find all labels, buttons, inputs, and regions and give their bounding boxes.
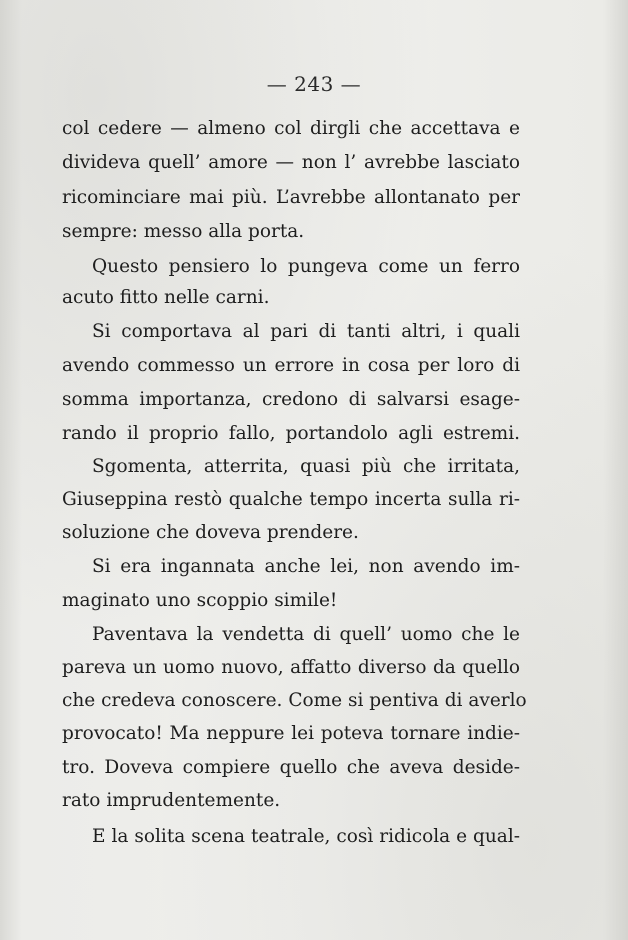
paragraph-first-line: E la solita scena teatrale, così ridicola e qual- — [92, 826, 520, 847]
text-line: soluzione che doveva prendere. — [62, 522, 359, 543]
text-line: avendo commesso un errore in cosa per loro di — [62, 355, 520, 376]
text-line: che credeva conoscere. Come si pentiva di averlo — [62, 690, 527, 711]
page-number: — 243 — — [266, 72, 362, 96]
text-line: maginato uno scoppio simile! — [62, 590, 338, 611]
text-line: somma importanza, credono di salvarsi esage- — [62, 389, 520, 410]
paragraph-first-line: Si era ingannata anche lei, non avendo im- — [92, 556, 520, 577]
text-line: acuto fitto nelle carni. — [62, 287, 270, 308]
text-line: col cedere — almeno col dirgli che accettava e — [62, 118, 520, 139]
text-line: provocato! Ma neppure lei poteva tornare indie- — [62, 723, 520, 744]
text-line: pareva un uomo nuovo, affatto diverso da quello — [62, 657, 520, 678]
paragraph-first-line: Sgomenta, atterrita, quasi più che irritata, — [92, 456, 520, 477]
text-line: divideva quell’ amore — non l’ avrebbe lasciato — [62, 152, 520, 173]
paragraph-first-line: Si comportava al pari di tanti altri, i quali — [92, 321, 520, 342]
text-line: ricominciare mai più. L’avrebbe allontanato per — [62, 187, 520, 208]
text-line: Giuseppina restò qualche tempo incerta sulla ri- — [62, 489, 520, 510]
paragraph-first-line: Paventava la vendetta di quell’ uomo che le — [92, 624, 520, 645]
paragraph-first-line: Questo pensiero lo pungeva come un ferro — [92, 256, 520, 277]
text-line: tro. Doveva compiere quello che aveva deside- — [62, 757, 520, 778]
text-line: rando il proprio fallo, portandolo agli estremi. — [62, 423, 520, 444]
text-line: rato imprudentemente. — [62, 790, 281, 811]
text-line: sempre: messo alla porta. — [62, 221, 305, 242]
